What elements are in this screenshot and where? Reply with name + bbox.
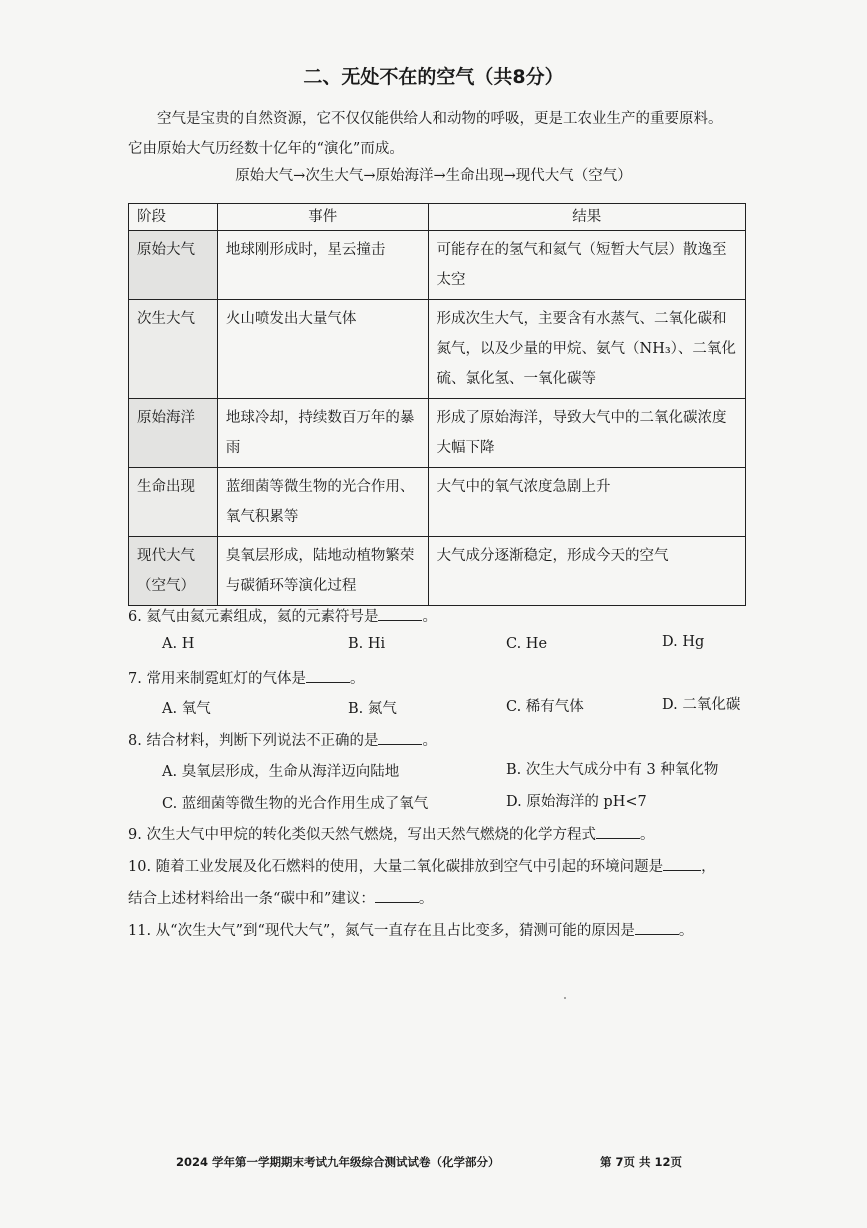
- footer-exam-title: 2024 学年第一学期期末考试九年级综合测试试卷（化学部分）: [176, 1155, 500, 1169]
- question-11: [128, 919, 693, 940]
- evolution-flow: 原始大气→次生大气→原始海洋→生命出现→现代大气（空气）: [235, 168, 632, 184]
- q8-option-b[interactable]: B. 次生大气成分中有 3 种氧化物: [506, 762, 719, 778]
- question-6-text: 6. 氦气由氦元素组成，氦的元素符号是: [128, 609, 379, 625]
- scan-speck: [564, 997, 566, 999]
- q7-option-a[interactable]: A. 氧气: [162, 701, 211, 717]
- question-10-text: 10. 随着工业发展及化石燃料的使用，大量二氧化碳排放到空气中引起的环境问题是: [128, 859, 664, 875]
- result-cell: 形成次生大气，主要含有水蒸气、二氧化碳和氮气，以及少量的甲烷、氨气（NH₃）、二氧化硫、氯化氢、一氧化碳等: [428, 300, 745, 399]
- q7-option-c[interactable]: C. 稀有气体: [506, 699, 584, 715]
- header-stage: 阶段: [129, 204, 218, 231]
- question-7-text: 7. 常用来制霓虹灯的气体是: [128, 671, 306, 687]
- punctuation: 。: [678, 923, 694, 939]
- q6-option-a[interactable]: A. H: [162, 636, 195, 652]
- question-9: [128, 823, 654, 844]
- stage-cell: 原始海洋: [129, 399, 218, 468]
- table-row: [129, 399, 746, 468]
- q6-option-c[interactable]: C. He: [506, 636, 548, 652]
- section-title: 二、无处不在的空气（共8分）: [303, 66, 564, 88]
- event-cell: 臭氧层形成，陆地动植物繁荣与碳循环等演化过程: [217, 537, 428, 606]
- table-row: [129, 300, 746, 399]
- header-event: 事件: [217, 204, 428, 231]
- q8-option-c[interactable]: C. 蓝细菌等微生物的光合作用生成了氧气: [162, 796, 429, 812]
- punctuation: 。: [422, 733, 437, 749]
- answer-blank[interactable]: [635, 920, 679, 935]
- event-cell: 地球刚形成时，星云撞击: [217, 231, 428, 300]
- question-7: [128, 667, 364, 688]
- result-cell: 大气中的氧气浓度急剧上升: [428, 468, 745, 537]
- q8-option-a[interactable]: A. 臭氧层形成，生命从海洋迈向陆地: [162, 764, 400, 780]
- intro-line-1: 空气是宝贵的自然资源，它不仅仅能供给人和动物的呼吸，更是工农业生产的重要原料。: [157, 111, 723, 127]
- punctuation: 。: [349, 671, 365, 687]
- question-11-text: 11. 从“次生大气”到“现代大气”，氮气一直存在且占比变多，猜测可能的原因是: [128, 923, 635, 939]
- atmosphere-evolution-table: [128, 203, 746, 606]
- stage-cell: 生命出现: [129, 468, 218, 537]
- question-10: [128, 855, 716, 876]
- event-cell: 火山喷发出大量气体: [217, 300, 428, 399]
- punctuation: 。: [422, 609, 437, 625]
- answer-blank[interactable]: [663, 856, 701, 871]
- intro-line-2: 它由原始大气历经数十亿年的“演化”而成。: [128, 141, 404, 157]
- question-9-text: 9. 次生大气中甲烷的转化类似天然气燃烧，写出天然气燃烧的化学方程式: [128, 827, 596, 843]
- question-8: [128, 729, 437, 750]
- intro-paragraph: [128, 104, 758, 164]
- punctuation: 。: [418, 891, 434, 907]
- stage-cell: 原始大气: [129, 231, 218, 300]
- answer-blank[interactable]: [378, 606, 422, 621]
- result-cell: 可能存在的氢气和氦气（短暂大气层）散逸至太空: [428, 231, 745, 300]
- stage-cell: 现代大气（空气）: [129, 537, 218, 606]
- question-8-text: 8. 结合材料，判断下列说法不正确的是: [128, 733, 379, 749]
- table-row: [129, 231, 746, 300]
- result-cell: 大气成分逐渐稳定，形成今天的空气: [428, 537, 745, 606]
- q8-option-d[interactable]: D. 原始海洋的 pH<7: [506, 794, 647, 810]
- event-cell: 蓝细菌等微生物的光合作用、氧气积累等: [217, 468, 428, 537]
- answer-blank[interactable]: [375, 888, 419, 903]
- question-10-text-2: 结合上述材料给出一条“碳中和”建议：: [128, 891, 375, 907]
- answer-blank[interactable]: [596, 824, 640, 839]
- stage-cell: 次生大气: [129, 300, 218, 399]
- answer-blank[interactable]: [306, 668, 350, 683]
- table-row: [129, 468, 746, 537]
- q6-option-b[interactable]: B. Hi: [348, 636, 386, 652]
- answer-blank[interactable]: [378, 730, 422, 745]
- event-cell: 地球冷却，持续数百万年的暴雨: [217, 399, 428, 468]
- footer-page-number: 第 7页 共 12页: [600, 1155, 683, 1169]
- q6-option-d[interactable]: D. Hg: [662, 634, 705, 650]
- punctuation: 。: [639, 827, 655, 843]
- question-6: [128, 605, 437, 626]
- table-row: [129, 537, 746, 606]
- table-header-row: [129, 204, 746, 231]
- q7-option-b[interactable]: B. 氮气: [348, 701, 397, 717]
- q7-option-d[interactable]: D. 二氧化碳: [662, 697, 741, 713]
- question-10-line-2: [128, 887, 433, 908]
- result-cell: 形成了原始海洋，导致大气中的二氧化碳浓度大幅下降: [428, 399, 745, 468]
- punctuation: ，: [701, 859, 716, 875]
- header-result: 结果: [428, 204, 745, 231]
